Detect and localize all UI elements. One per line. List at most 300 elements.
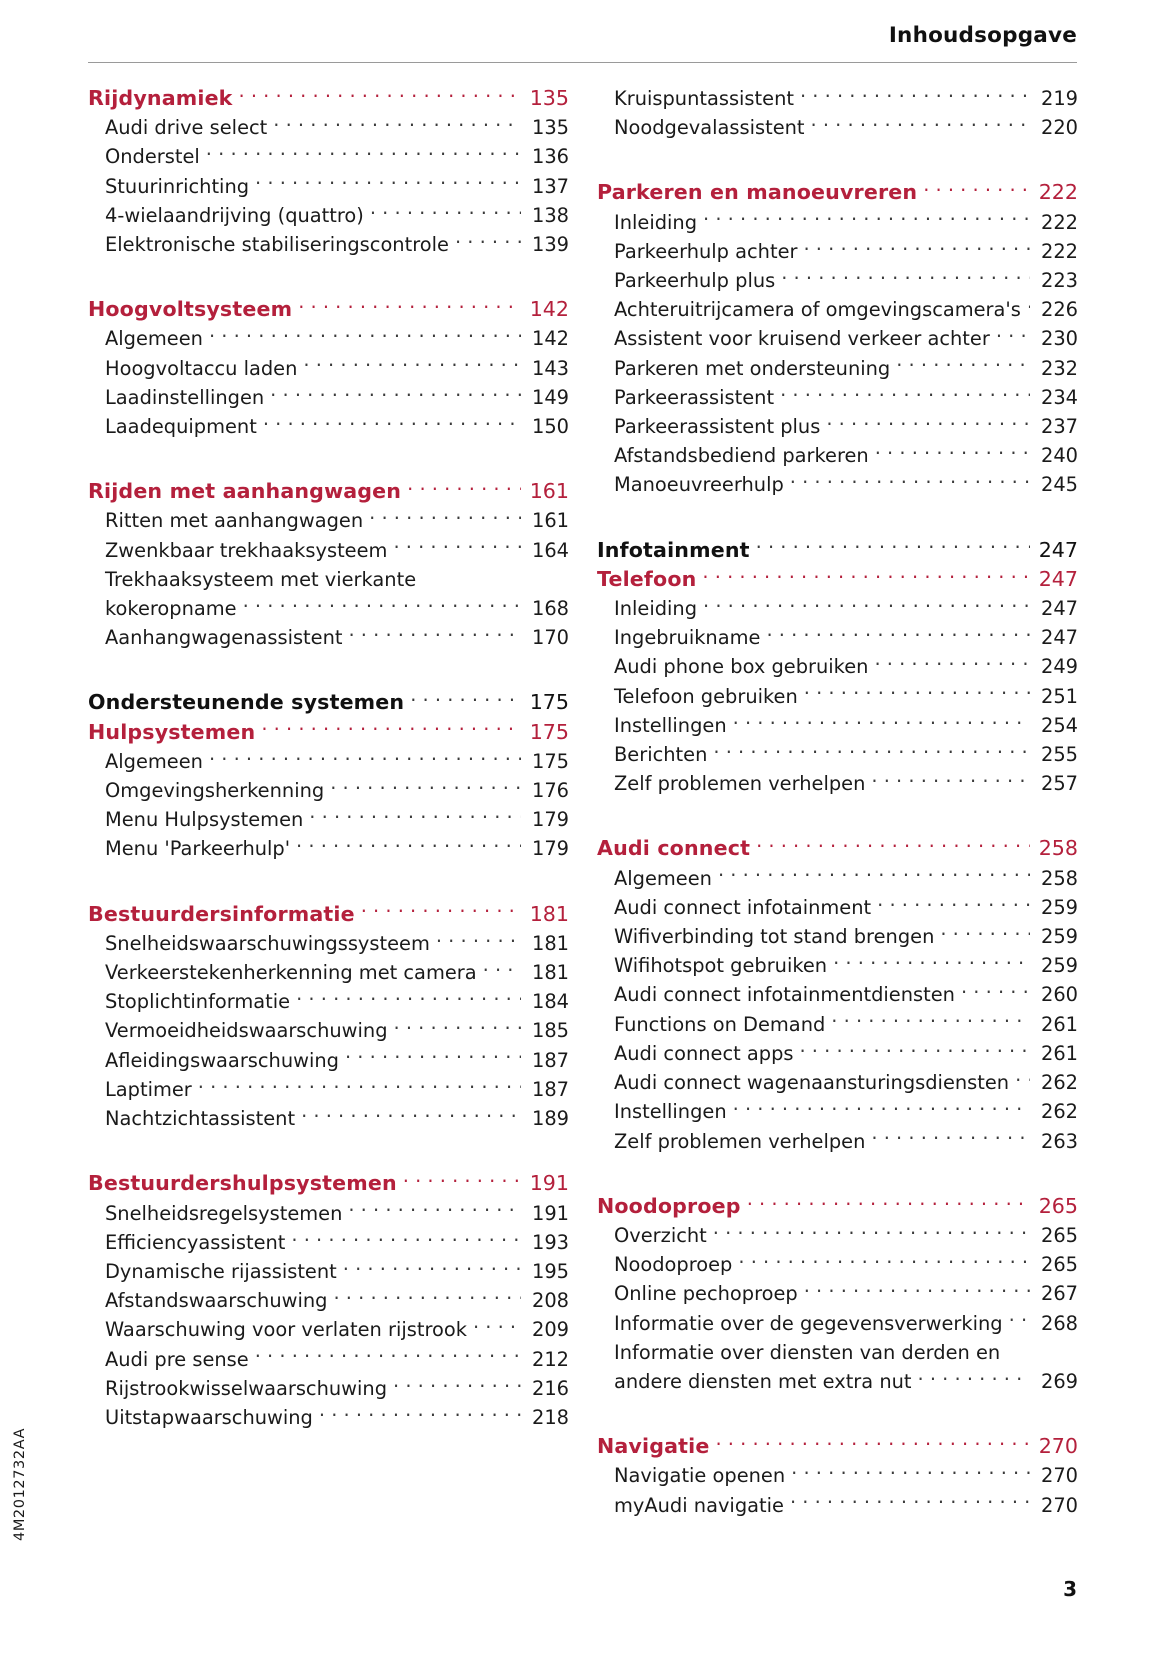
toc-entry-page: 249 [1040, 655, 1078, 679]
dot-leader [1009, 1310, 1030, 1329]
toc-entry[interactable] [597, 113, 1078, 142]
toc-section-heading-page: 265 [1038, 1193, 1078, 1218]
toc-entry[interactable] [597, 412, 1078, 441]
toc-section-heading-page: 258 [1038, 836, 1078, 861]
toc-entry-label: Stuurinrichting [105, 174, 250, 198]
toc-section-subheading-page: 247 [1038, 566, 1078, 591]
toc-entry-page: 265 [1040, 1253, 1078, 1277]
toc-entry-label: kokeropname [105, 597, 237, 621]
toc-entry-page: 142 [531, 327, 569, 351]
dot-leader [738, 1252, 1030, 1271]
toc-entry[interactable] [597, 864, 1078, 893]
toc-entry-label: Functions on Demand [614, 1012, 826, 1036]
toc-entry-label: Parkeerassistent plus [614, 415, 821, 439]
toc-entry-page: 237 [1040, 415, 1078, 439]
toc-entry-label: Assistent voor kruisend verkeer achter [614, 327, 990, 351]
toc-entry-label: Audi connect apps [614, 1041, 794, 1065]
dot-leader [702, 566, 1030, 585]
toc-entry-page: 261 [1040, 1012, 1078, 1036]
toc-group [597, 1192, 1078, 1396]
dot-leader [255, 173, 521, 192]
toc-entry-page: 135 [531, 116, 569, 140]
group-spacer [597, 142, 1078, 178]
toc-entry-label: Audi connect wagenaansturingsdiensten [614, 1071, 1010, 1095]
toc-entry-label: Achteruitrijcamera of omgevingscamera's [614, 298, 1021, 322]
toc-columns [88, 84, 1078, 1520]
toc-entry[interactable] [88, 1345, 569, 1374]
dot-leader [713, 742, 1030, 761]
dot-leader [393, 537, 521, 556]
dot-leader [348, 1200, 521, 1219]
group-spacer [88, 864, 569, 900]
toc-entry-page: 179 [531, 808, 569, 832]
toc-section-heading-label: Rijdynamiek [88, 86, 233, 110]
toc-section-heading-label: Navigatie [597, 1434, 710, 1459]
dot-leader [422, 566, 521, 585]
dot-leader [961, 982, 1030, 1001]
toc-entry-label: Zelf problemen verhelpen [614, 1129, 866, 1153]
toc-entry[interactable] [597, 951, 1078, 980]
toc-entry-label: Algemeen [614, 866, 712, 890]
page-title: Inhoudsopgave [888, 23, 1077, 48]
toc-section-heading-page: 135 [529, 86, 569, 110]
toc-group [597, 178, 1078, 499]
dot-leader [803, 238, 1030, 257]
toc-entry[interactable] [597, 266, 1078, 295]
group-spacer [88, 441, 569, 477]
toc-entry-page: 270 [1040, 1493, 1078, 1517]
toc-entry[interactable] [88, 1374, 569, 1403]
toc-entry[interactable] [597, 711, 1078, 740]
toc-entry-page: 255 [1040, 743, 1078, 767]
toc-entry-label: Wifihotspot gebruiken [614, 954, 828, 978]
toc-entry-page: 136 [531, 145, 569, 169]
toc-entry[interactable] [597, 922, 1078, 951]
toc-entry[interactable] [597, 652, 1078, 681]
toc-entry[interactable] [597, 1221, 1078, 1250]
toc-entry[interactable] [88, 987, 569, 1016]
toc-entry-page: 220 [1040, 116, 1078, 140]
dot-leader [804, 683, 1030, 702]
toc-entry-page: 240 [1040, 444, 1078, 468]
toc-entry[interactable] [597, 623, 1078, 652]
toc-entry-label: Laadequipment [105, 415, 257, 439]
dot-leader [713, 1223, 1030, 1242]
toc-section-heading-label: Bestuurdershulpsystemen [88, 1171, 397, 1196]
toc-entry[interactable] [88, 354, 569, 383]
toc-entry-page: 247 [1040, 626, 1078, 650]
dot-leader [874, 654, 1030, 673]
dot-leader [940, 924, 1030, 943]
toc-group [88, 477, 569, 652]
dot-leader [403, 1171, 521, 1190]
toc-entry-label: Afleidingswaarschuwing [105, 1048, 339, 1072]
toc-entry-page: 218 [531, 1405, 569, 1429]
toc-entry[interactable] [88, 113, 569, 142]
dot-leader [296, 989, 521, 1008]
toc-entry-page: 138 [531, 203, 569, 227]
toc-entry-label: Elektronische stabiliseringscontrole [105, 233, 449, 257]
dot-leader [303, 355, 521, 374]
toc-entry[interactable] [597, 682, 1078, 711]
toc-entry-label: Hoogvoltaccu laden [105, 356, 298, 380]
toc-entry[interactable] [597, 441, 1078, 470]
toc-entry[interactable] [597, 1068, 1078, 1097]
toc-section-heading[interactable] [597, 178, 1078, 207]
toc-entry-label: Menu Hulpsystemen [105, 808, 304, 832]
dot-leader [436, 930, 521, 949]
toc-group [88, 900, 569, 1134]
toc-entry-page: 150 [531, 415, 569, 439]
toc-entry[interactable] [88, 834, 569, 863]
toc-entry[interactable] [88, 1315, 569, 1344]
toc-entry-page: 209 [531, 1318, 569, 1342]
toc-entry[interactable] [597, 84, 1078, 113]
dot-leader [877, 894, 1030, 913]
dot-leader [715, 1434, 1030, 1453]
toc-section-heading-page: 142 [529, 297, 569, 322]
dot-leader [361, 901, 521, 920]
toc-section-subheading[interactable] [597, 565, 1078, 594]
toc-entry-page: 260 [1040, 983, 1078, 1007]
toc-entry[interactable] [597, 1010, 1078, 1039]
toc-entry-label: 4-wielaandrijving (quattro) [105, 203, 364, 227]
toc-entry-label: Manoeuvreerhulp [614, 473, 784, 497]
toc-entry-label: Menu 'Parkeerhulp' [105, 837, 291, 861]
toc-entry-label: Nachtzichtassistent [105, 1107, 296, 1131]
toc-entry[interactable] [88, 776, 569, 805]
dot-leader [790, 1492, 1030, 1511]
toc-group [88, 688, 569, 863]
toc-entry[interactable] [88, 172, 569, 201]
toc-entry-label: andere diensten met extra nut [614, 1369, 912, 1393]
dot-leader [703, 596, 1030, 615]
toc-section-heading[interactable] [88, 688, 569, 717]
toc-entry-label: Waarschuwing voor verlaten rijstrook [105, 1318, 467, 1342]
toc-entry-page: 270 [1040, 1464, 1078, 1488]
toc-entry[interactable] [88, 383, 569, 412]
dot-leader [896, 355, 1030, 374]
toc-section-heading[interactable] [597, 536, 1078, 565]
toc-entry[interactable] [597, 1097, 1078, 1126]
toc-entry[interactable] [597, 1127, 1078, 1156]
toc-entry-label: Wifiverbinding tot stand brengen [614, 925, 935, 949]
toc-entry-label: Snelheidsregelsystemen [105, 1201, 343, 1225]
toc-entry-page: 137 [531, 174, 569, 198]
toc-entry[interactable] [88, 594, 569, 623]
toc-entry[interactable] [597, 1461, 1078, 1490]
toc-section-subheading-page: 175 [529, 719, 569, 744]
toc-entry-label: Afstandswaarschuwing [105, 1289, 328, 1313]
dot-leader [348, 625, 521, 644]
toc-section-heading-page: 222 [1038, 180, 1078, 205]
toc-entry-label: Audi pre sense [105, 1347, 249, 1371]
toc-entry-label: Kruispuntassistent [614, 87, 794, 110]
toc-entry-page: 232 [1040, 356, 1078, 380]
dot-leader [733, 712, 1030, 731]
toc-section-heading[interactable] [88, 295, 569, 324]
toc-entry-label: Berichten [614, 743, 708, 767]
dot-leader [369, 508, 521, 527]
toc-entry[interactable] [88, 929, 569, 958]
toc-entry[interactable] [88, 1199, 569, 1228]
toc-section-heading[interactable] [597, 834, 1078, 863]
toc-entry[interactable] [597, 1039, 1078, 1068]
toc-entry[interactable] [597, 1279, 1078, 1308]
toc-section-heading-label: Infotainment [597, 537, 750, 562]
toc-section-heading-page: 247 [1038, 537, 1078, 562]
toc-group [597, 1432, 1078, 1520]
toc-entry[interactable] [88, 1286, 569, 1315]
toc-entry-label: Audi drive select [105, 116, 268, 140]
dot-leader [206, 144, 521, 163]
toc-entry-page: 258 [1040, 866, 1078, 890]
toc-entry-page: 259 [1040, 895, 1078, 919]
toc-entry-page: 170 [531, 626, 569, 650]
toc-entry-page: 139 [531, 233, 569, 257]
toc-entry[interactable] [88, 1016, 569, 1045]
toc-entry-page: 179 [531, 837, 569, 861]
toc-entry-label: Zelf problemen verhelpen [614, 772, 866, 796]
toc-entry-page: 164 [531, 538, 569, 562]
toc-entry[interactable] [88, 623, 569, 652]
dot-leader [393, 1375, 521, 1394]
toc-entry-page: 234 [1040, 385, 1078, 409]
dot-leader [370, 202, 521, 221]
toc-entry-label: Overzicht [614, 1223, 707, 1247]
toc-entry-page: 143 [531, 356, 569, 380]
dot-leader [263, 414, 521, 433]
toc-entry[interactable] [88, 1046, 569, 1075]
toc-entry-page: 216 [531, 1376, 569, 1400]
toc-entry-page: 230 [1040, 327, 1078, 351]
toc-entry-page: 219 [1040, 87, 1078, 110]
toc-entry[interactable] [88, 1228, 569, 1257]
dot-leader [209, 326, 521, 345]
toc-entry-page: 262 [1040, 1100, 1078, 1124]
toc-entry[interactable] [88, 230, 569, 259]
group-spacer [597, 500, 1078, 536]
toc-entry-label: Afstandsbediend parkeren [614, 444, 869, 468]
dot-leader [410, 690, 521, 709]
toc-entry-page: 247 [1040, 597, 1078, 621]
toc-entry[interactable] [88, 565, 569, 594]
dot-leader [799, 1041, 1030, 1060]
toc-entry-label: Laadinstellingen [105, 385, 265, 409]
toc-entry-page: 222 [1040, 210, 1078, 234]
toc-entry[interactable] [597, 354, 1078, 383]
toc-group [597, 834, 1078, 1155]
toc-entry-label: Efficiencyassistent [105, 1230, 286, 1254]
toc-section-heading[interactable] [88, 900, 569, 929]
toc-entry[interactable] [88, 747, 569, 776]
toc-group [597, 536, 1078, 799]
toc-entry-page: 184 [531, 990, 569, 1014]
group-spacer [597, 1396, 1078, 1432]
toc-entry-page: 195 [531, 1259, 569, 1283]
toc-section-heading-label: Hoogvoltsysteem [88, 297, 293, 322]
toc-entry[interactable] [88, 805, 569, 834]
toc-entry[interactable] [88, 1075, 569, 1104]
dot-leader [781, 268, 1030, 287]
toc-entry-label: Stoplichtinformatie [105, 990, 291, 1014]
dot-leader [747, 1193, 1030, 1212]
toc-section-heading-label: Noodoproep [597, 1193, 741, 1218]
toc-section-heading[interactable] [88, 84, 569, 113]
toc-entry[interactable] [597, 1250, 1078, 1279]
dot-leader [273, 115, 521, 134]
toc-section-heading-label: Audi connect [597, 836, 751, 861]
dot-leader [270, 384, 521, 403]
group-spacer [597, 798, 1078, 834]
toc-entry[interactable] [597, 980, 1078, 1009]
toc-section-subheading-label: Hulpsystemen [88, 719, 256, 744]
toc-entry[interactable] [597, 740, 1078, 769]
toc-entry-page: 212 [531, 1347, 569, 1371]
dot-leader [918, 1369, 1030, 1388]
toc-entry-page: 265 [1040, 1223, 1078, 1247]
dot-leader [811, 115, 1030, 134]
toc-section-subheading[interactable] [88, 718, 569, 747]
toc-section-heading[interactable] [88, 477, 569, 506]
toc-section-heading[interactable] [88, 1169, 569, 1198]
toc-section-heading-label: Bestuurdersinformatie [88, 901, 355, 926]
page-header [88, 22, 1077, 66]
toc-section-heading-page: 191 [529, 1171, 569, 1196]
toc-entry[interactable] [597, 594, 1078, 623]
toc-entry[interactable] [597, 383, 1078, 412]
toc-section-subheading-label: Telefoon [597, 566, 697, 591]
toc-entry-page: 259 [1040, 925, 1078, 949]
toc-entry-page: 263 [1040, 1129, 1078, 1153]
toc-entry[interactable] [88, 324, 569, 353]
toc-group [597, 84, 1078, 142]
header-divider [88, 62, 1077, 63]
toc-entry[interactable] [597, 1338, 1078, 1367]
dot-leader [301, 1106, 521, 1125]
toc-entry-label: Telefoon gebruiken [614, 684, 798, 708]
toc-entry[interactable] [88, 958, 569, 987]
dot-leader [733, 1099, 1030, 1118]
dot-leader [756, 836, 1030, 855]
toc-entry[interactable] [597, 893, 1078, 922]
toc-entry[interactable] [597, 208, 1078, 237]
toc-entry-label: Parkeerhulp achter [614, 239, 798, 263]
toc-entry-label: Laptimer [105, 1077, 192, 1101]
toc-entry-label: Parkeren met ondersteuning [614, 356, 891, 380]
document-code: 4M2012732AA [12, 1427, 28, 1541]
toc-entry-label: Noodgevalassistent [614, 116, 805, 140]
toc-entry[interactable] [597, 769, 1078, 798]
toc-entry-label: Parkeerhulp plus [614, 269, 776, 293]
toc-entry-page: 245 [1040, 473, 1078, 497]
dot-leader [1006, 1339, 1030, 1358]
dot-leader [296, 836, 521, 855]
toc-entry-label: Parkeerassistent [614, 385, 775, 409]
toc-entry-page: 222 [1040, 239, 1078, 263]
dot-leader [791, 1463, 1030, 1482]
dot-leader [343, 1259, 521, 1278]
dot-leader [198, 1077, 521, 1096]
toc-entry-label: Ritten met aanhangwagen [105, 509, 364, 533]
toc-entry-page: 185 [531, 1019, 569, 1043]
toc-entry-page: 254 [1040, 713, 1078, 737]
dot-leader [923, 180, 1030, 199]
toc-entry-page: 223 [1040, 269, 1078, 293]
toc-entry[interactable] [597, 1367, 1078, 1396]
dot-leader [261, 719, 521, 738]
toc-section-heading[interactable] [597, 1432, 1078, 1461]
toc-entry[interactable] [597, 324, 1078, 353]
toc-entry[interactable] [597, 1309, 1078, 1338]
toc-entry-label: Verkeerstekenherkenning met camera [105, 961, 477, 985]
toc-entry-label: Audi phone box gebruiken [614, 655, 869, 679]
group-spacer [88, 652, 569, 688]
toc-section-heading-page: 161 [529, 479, 569, 504]
toc-entry-page: 181 [531, 961, 569, 985]
dot-leader [833, 953, 1030, 972]
toc-entry-label: Onderstel [105, 145, 200, 169]
toc-entry[interactable] [88, 506, 569, 535]
toc-entry-page: 187 [531, 1048, 569, 1072]
toc-section-heading-label: Parkeren en manoeuvreren [597, 180, 918, 205]
toc-entry[interactable] [597, 470, 1078, 499]
toc-column-left [88, 84, 569, 1520]
toc-entry[interactable] [597, 237, 1078, 266]
dot-leader [996, 326, 1030, 345]
dot-leader [871, 1128, 1030, 1147]
toc-entry[interactable] [88, 201, 569, 230]
toc-entry-label: Online pechoproep [614, 1282, 798, 1306]
toc-entry-label: Algemeen [105, 327, 203, 351]
dot-leader [790, 472, 1030, 491]
toc-section-heading[interactable] [597, 1192, 1078, 1221]
toc-entry[interactable] [88, 1403, 569, 1432]
dot-leader [804, 1281, 1030, 1300]
dot-leader [209, 748, 521, 767]
toc-entry-label: Informatie over diensten van derden en [614, 1340, 1001, 1364]
toc-entry-page: 176 [531, 779, 569, 803]
dot-leader [330, 778, 521, 797]
toc-column-right [597, 84, 1078, 1520]
toc-entry-page: 268 [1040, 1311, 1078, 1335]
toc-entry-page: 187 [531, 1077, 569, 1101]
toc-entry[interactable] [597, 1491, 1078, 1520]
toc-entry-page: 149 [531, 385, 569, 409]
dot-leader [243, 596, 521, 615]
toc-entry[interactable] [597, 295, 1078, 324]
toc-entry-label: Trekhaaksysteem met vierkante [105, 567, 417, 591]
toc-entry[interactable] [88, 142, 569, 171]
toc-entry[interactable] [88, 1104, 569, 1133]
toc-entry[interactable] [88, 412, 569, 441]
toc-entry-label: Informatie over de gegevensverwerking [614, 1311, 1003, 1335]
toc-entry-label: Instellingen [614, 713, 727, 737]
toc-entry-label: Zwenkbaar trekhaaksysteem [105, 538, 388, 562]
dot-leader [255, 1346, 521, 1365]
dot-leader [483, 960, 521, 979]
dot-leader [291, 1229, 521, 1248]
dot-leader [831, 1011, 1030, 1030]
dot-leader [298, 297, 521, 316]
toc-entry-page: 175 [531, 749, 569, 773]
toc-entry-label: Dynamische rijassistent [105, 1259, 337, 1283]
toc-entry[interactable] [88, 536, 569, 565]
toc-entry-label: Inleiding [614, 210, 698, 234]
dot-leader [1027, 297, 1030, 316]
toc-entry[interactable] [88, 1257, 569, 1286]
dot-leader [800, 86, 1030, 105]
